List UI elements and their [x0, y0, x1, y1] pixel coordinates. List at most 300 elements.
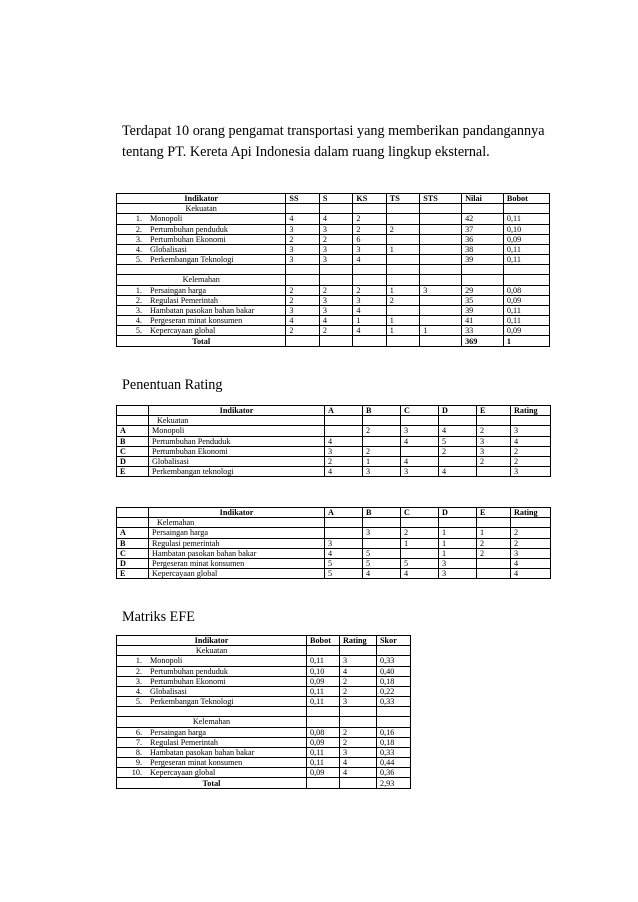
row-key: C [117, 446, 149, 456]
total-bobot: 1 [503, 336, 549, 346]
d-cell: 5 [439, 436, 477, 446]
row-key: A [117, 528, 149, 538]
column-header: D [439, 508, 477, 518]
empty-cell [477, 416, 511, 426]
item-number: 1. [135, 656, 142, 666]
d-cell: 1 [439, 528, 477, 538]
column-header: Rating [340, 636, 377, 646]
sts-cell [420, 214, 462, 224]
sts-cell [420, 224, 462, 234]
ks-cell: 4 [353, 305, 386, 315]
s-cell: 2 [319, 326, 352, 336]
table-row [117, 234, 550, 244]
c-cell: 2 [401, 528, 439, 538]
empty-cell [439, 518, 477, 528]
a-cell: 3 [325, 446, 363, 456]
column-header: Indikator [149, 508, 325, 518]
table-row [117, 316, 550, 326]
rating-cell: 3 [511, 548, 551, 558]
group-label: Kekuatan [117, 646, 307, 656]
nilai-cell: 42 [462, 214, 504, 224]
sts-cell: 3 [420, 285, 462, 295]
indicator-cell [117, 316, 286, 326]
empty-cell [353, 336, 386, 346]
total-skor: 2,93 [377, 778, 411, 788]
b-cell: 3 [363, 467, 401, 477]
column-header: Indikator [149, 406, 325, 416]
item-number: 9. [135, 758, 142, 768]
empty-cell [307, 717, 340, 727]
ks-cell: 4 [353, 255, 386, 265]
column-header: A [325, 406, 363, 416]
ks-cell: 4 [353, 326, 386, 336]
indicator-name: Persaingan harga [150, 727, 207, 737]
sts-cell [420, 255, 462, 265]
empty-cell [511, 518, 551, 528]
column-header: S [319, 194, 352, 204]
empty-cell [386, 336, 419, 346]
rating-heading: Penentuan Rating [122, 377, 223, 393]
bobot-cell: 0,11 [503, 305, 549, 315]
item-number: 6. [135, 727, 142, 737]
item-number: 3. [135, 305, 142, 315]
indicator-name: Pertumbuhan Ekonomi [150, 676, 226, 686]
indicator-name: Pertumbuhan Ekonomi [150, 234, 226, 244]
item-number: 4. [135, 687, 142, 697]
empty-cell [117, 508, 149, 518]
bobot-cell: 0,09 [503, 234, 549, 244]
a-cell: 4 [325, 467, 363, 477]
sts-cell [420, 234, 462, 244]
empty-cell [439, 416, 477, 426]
nilai-cell: 36 [462, 234, 504, 244]
indicator-name: Regulasi Pemerintah [150, 295, 218, 305]
group-row [117, 275, 550, 285]
row-key: E [117, 467, 149, 477]
column-header: B [363, 406, 401, 416]
total-nilai: 369 [462, 336, 504, 346]
rating-cell: 2 [511, 528, 551, 538]
indicator-cell [117, 214, 286, 224]
indicator-cell [117, 234, 286, 244]
indicator-name: Pertumbuhan penduduk [150, 666, 228, 676]
d-cell: 1 [439, 538, 477, 548]
group-row [117, 416, 551, 426]
total-label: Total [117, 336, 286, 346]
total-label: Total [117, 778, 307, 788]
indicator-name: Pertumbuhan penduduk [150, 224, 228, 234]
empty-cell [401, 518, 439, 528]
table-row [117, 528, 551, 538]
indicator-cell [117, 666, 307, 676]
indicator-cell [117, 727, 307, 737]
column-header: C [401, 508, 439, 518]
e-cell: 2 [477, 548, 511, 558]
bobot-cell: 0,10 [307, 666, 340, 676]
indicator-cell [117, 656, 307, 666]
d-cell: 4 [439, 426, 477, 436]
empty-cell [319, 204, 352, 214]
ks-cell: 1 [353, 316, 386, 326]
skor-cell: 0,22 [377, 686, 411, 696]
e-cell: 3 [477, 446, 511, 456]
indicator-name: Monopoli [150, 214, 183, 224]
empty-cell [420, 275, 462, 285]
ss-cell: 3 [286, 305, 319, 315]
table-row [117, 768, 411, 778]
item-number: 4. [135, 316, 142, 326]
empty-cell [363, 416, 401, 426]
ss-cell: 4 [286, 316, 319, 326]
item-number: 8. [135, 747, 142, 757]
table-row [117, 467, 551, 477]
rating-cell: 4 [511, 569, 551, 579]
skor-cell: 0,33 [377, 747, 411, 757]
empty-cell [503, 275, 549, 285]
rating-cell: 3 [511, 426, 551, 436]
rating-cell: 2 [340, 727, 377, 737]
bobot-cell: 0,11 [503, 214, 549, 224]
item-number: 2. [135, 295, 142, 305]
s-cell: 3 [319, 244, 352, 254]
d-cell: 2 [439, 446, 477, 456]
rating-cell: 4 [340, 768, 377, 778]
c-cell [401, 446, 439, 456]
empty-cell [386, 265, 419, 275]
group-label: Kelemahan [117, 717, 307, 727]
b-cell: 3 [363, 528, 401, 538]
empty-cell [477, 518, 511, 528]
empty-cell [286, 204, 319, 214]
b-cell: 2 [363, 426, 401, 436]
indicator-name: Regulasi pemerintah [149, 538, 325, 548]
d-cell: 4 [439, 467, 477, 477]
rating-cell: 3 [511, 467, 551, 477]
empty-cell [117, 406, 149, 416]
b-cell [363, 436, 401, 446]
item-number: 7. [135, 737, 142, 747]
column-header: B [363, 508, 401, 518]
empty-cell [420, 265, 462, 275]
c-cell: 4 [401, 569, 439, 579]
ts-cell: 2 [386, 295, 419, 305]
empty-cell [286, 265, 319, 275]
ts-cell: 2 [386, 224, 419, 234]
table-row [117, 446, 551, 456]
s-cell: 2 [319, 285, 352, 295]
bobot-cell: 0,11 [307, 656, 340, 666]
e-cell: 2 [477, 456, 511, 466]
row-key: C [117, 548, 149, 558]
empty-cell [325, 416, 363, 426]
column-header: C [401, 406, 439, 416]
row-key: A [117, 426, 149, 436]
bobot-cell: 0,11 [503, 255, 549, 265]
ks-cell: 3 [353, 295, 386, 305]
e-cell: 2 [477, 426, 511, 436]
indicator-cell [117, 686, 307, 696]
nilai-cell: 35 [462, 295, 504, 305]
empty-cell [307, 646, 340, 656]
bobot-cell: 0,09 [307, 737, 340, 747]
ks-cell: 2 [353, 224, 386, 234]
column-header: Indikator [117, 194, 286, 204]
a-cell: 4 [325, 436, 363, 446]
nilai-cell: 33 [462, 326, 504, 336]
rating-cell: 2 [340, 686, 377, 696]
skor-cell: 0,44 [377, 758, 411, 768]
b-cell: 2 [363, 446, 401, 456]
rating-cell: 2 [511, 456, 551, 466]
skor-cell: 0,36 [377, 768, 411, 778]
table-row [117, 214, 550, 224]
indicator-cell [117, 255, 286, 265]
table-row [117, 255, 550, 265]
indicator-name: Globalisasi [150, 245, 187, 255]
observer-assessment-table [116, 193, 550, 347]
bobot-cell: 0,09 [503, 326, 549, 336]
total-row [117, 778, 411, 788]
table-row [117, 436, 551, 446]
ks-cell: 2 [353, 214, 386, 224]
ts-cell [386, 214, 419, 224]
d-cell: 1 [439, 548, 477, 558]
table-row [117, 295, 550, 305]
total-row [117, 336, 550, 346]
c-cell: 3 [401, 426, 439, 436]
header-row [117, 636, 411, 646]
indicator-cell [117, 697, 307, 707]
c-cell [401, 548, 439, 558]
table-row [117, 656, 411, 666]
empty-cell [386, 275, 419, 285]
empty-cell [319, 336, 352, 346]
column-header: A [325, 508, 363, 518]
column-header: SS [286, 194, 319, 204]
bobot-cell: 0,09 [307, 676, 340, 686]
skor-cell: 0,18 [377, 737, 411, 747]
indicator-name: Pertumbuhan Penduduk [149, 436, 325, 446]
empty-cell [340, 717, 377, 727]
column-header: Bobot [503, 194, 549, 204]
group-row [117, 518, 551, 528]
item-number: 1. [135, 285, 142, 295]
bobot-cell: 0,09 [307, 768, 340, 778]
indicator-name: Kepercayaan global [150, 768, 216, 778]
indicator-cell [117, 305, 286, 315]
item-number: 5. [135, 326, 142, 336]
indicator-name: Perkembangan teknologi [149, 467, 325, 477]
ss-cell: 2 [286, 295, 319, 305]
c-cell: 4 [401, 456, 439, 466]
e-cell [477, 467, 511, 477]
table-row [117, 305, 550, 315]
rating-cell: 4 [340, 758, 377, 768]
column-header: TS [386, 194, 419, 204]
s-cell: 3 [319, 224, 352, 234]
sts-cell [420, 316, 462, 326]
empty-cell [401, 416, 439, 426]
empty-cell [340, 646, 377, 656]
empty-cell [363, 518, 401, 528]
sts-cell: 1 [420, 326, 462, 336]
rating-cell: 2 [511, 446, 551, 456]
table-row [117, 285, 550, 295]
s-cell: 3 [319, 305, 352, 315]
bobot-cell: 0,11 [307, 697, 340, 707]
empty-cell [307, 778, 340, 788]
efe-heading: Matriks EFE [122, 609, 195, 625]
indicator-name: Pergeseran minat konsumen [150, 316, 243, 326]
bobot-cell: 0,11 [307, 686, 340, 696]
table-row [117, 244, 550, 254]
c-cell: 1 [401, 538, 439, 548]
empty-cell [462, 204, 504, 214]
table-row [117, 737, 411, 747]
indicator-name: Monopoli [149, 426, 325, 436]
column-header: Indikator [117, 636, 307, 646]
table-row [117, 558, 551, 568]
table-row [117, 538, 551, 548]
ss-cell: 2 [286, 234, 319, 244]
table-row [117, 686, 411, 696]
c-cell: 4 [401, 436, 439, 446]
indicator-cell [117, 224, 286, 234]
e-cell: 1 [477, 528, 511, 538]
empty-cell [117, 518, 149, 528]
b-cell [363, 538, 401, 548]
s-cell: 4 [319, 214, 352, 224]
item-number: 5. [135, 255, 142, 265]
indicator-name: Kepercayaan global [149, 569, 325, 579]
empty-cell [319, 265, 352, 275]
ks-cell: 6 [353, 234, 386, 244]
ks-cell: 2 [353, 285, 386, 295]
table-row [117, 326, 550, 336]
nilai-cell: 39 [462, 255, 504, 265]
a-cell [325, 426, 363, 436]
row-key: B [117, 436, 149, 446]
empty-cell [340, 707, 377, 717]
empty-cell [420, 204, 462, 214]
table-row [117, 747, 411, 757]
rating-cell: 4 [340, 666, 377, 676]
indicator-name: Globalisasi [149, 456, 325, 466]
bobot-cell: 0,11 [503, 244, 549, 254]
header-row [117, 194, 550, 204]
rating-cell: 3 [340, 697, 377, 707]
b-cell: 4 [363, 569, 401, 579]
ss-cell: 2 [286, 326, 319, 336]
spacer-row [117, 707, 411, 717]
indicator-cell [117, 747, 307, 757]
ss-cell: 2 [286, 285, 319, 295]
empty-cell [420, 336, 462, 346]
rating-cell: 4 [511, 436, 551, 446]
ss-cell: 3 [286, 255, 319, 265]
s-cell: 3 [319, 255, 352, 265]
empty-cell [353, 275, 386, 285]
a-cell [325, 528, 363, 538]
empty-cell [511, 416, 551, 426]
s-cell: 2 [319, 234, 352, 244]
table-row [117, 224, 550, 234]
row-key: D [117, 456, 149, 466]
d-cell [439, 456, 477, 466]
ss-cell: 3 [286, 224, 319, 234]
indicator-cell [117, 326, 286, 336]
indicator-cell [117, 676, 307, 686]
rating-cell: 2 [511, 538, 551, 548]
empty-cell [319, 275, 352, 285]
indicator-name: Hambatan pasokan bahan bakar [149, 548, 325, 558]
row-key: B [117, 538, 149, 548]
table-row [117, 426, 551, 436]
d-cell: 3 [439, 558, 477, 568]
item-number: 1. [135, 214, 142, 224]
ss-cell: 4 [286, 214, 319, 224]
spacer-row [117, 265, 550, 275]
table-row [117, 548, 551, 558]
column-header: D [439, 406, 477, 416]
bobot-cell: 0,09 [503, 295, 549, 305]
d-cell: 3 [439, 569, 477, 579]
nilai-cell: 38 [462, 244, 504, 254]
a-cell: 5 [325, 558, 363, 568]
table-row [117, 456, 551, 466]
e-cell: 2 [477, 538, 511, 548]
group-label: Kelemahan [117, 275, 286, 285]
table-row [117, 758, 411, 768]
s-cell: 3 [319, 295, 352, 305]
column-header: KS [353, 194, 386, 204]
indicator-name: Kepercayaan global [150, 326, 216, 336]
row-key: D [117, 558, 149, 568]
column-header: STS [420, 194, 462, 204]
indicator-name: Perkembangan Teknologi [150, 697, 234, 707]
bobot-cell: 0,08 [503, 285, 549, 295]
b-cell: 1 [363, 456, 401, 466]
ts-cell: 1 [386, 316, 419, 326]
indicator-name: Monopoli [150, 656, 183, 666]
e-cell: 3 [477, 436, 511, 446]
indicator-cell [117, 285, 286, 295]
a-cell: 2 [325, 456, 363, 466]
s-cell: 4 [319, 316, 352, 326]
header-row [117, 508, 551, 518]
bobot-cell: 0,10 [503, 224, 549, 234]
empty-cell [377, 717, 411, 727]
empty-cell [325, 518, 363, 528]
nilai-cell: 37 [462, 224, 504, 234]
ts-cell: 1 [386, 285, 419, 295]
empty-cell [503, 204, 549, 214]
column-header: Rating [511, 406, 551, 416]
empty-cell [340, 778, 377, 788]
indicator-name: Hambatan pasokan bahan bakar [150, 747, 255, 757]
indicator-name: Pertumbuhan Ekonomi [149, 446, 325, 456]
group-label: Kekuatan [149, 416, 325, 426]
nilai-cell: 29 [462, 285, 504, 295]
indicator-cell [117, 244, 286, 254]
rating-strength-table [116, 405, 551, 477]
item-number: 3. [135, 676, 142, 686]
indicator-name: Regulasi Pemerintah [150, 737, 218, 747]
rating-cell: 2 [340, 676, 377, 686]
empty-cell [286, 275, 319, 285]
empty-cell [377, 646, 411, 656]
bobot-cell: 0,08 [307, 727, 340, 737]
